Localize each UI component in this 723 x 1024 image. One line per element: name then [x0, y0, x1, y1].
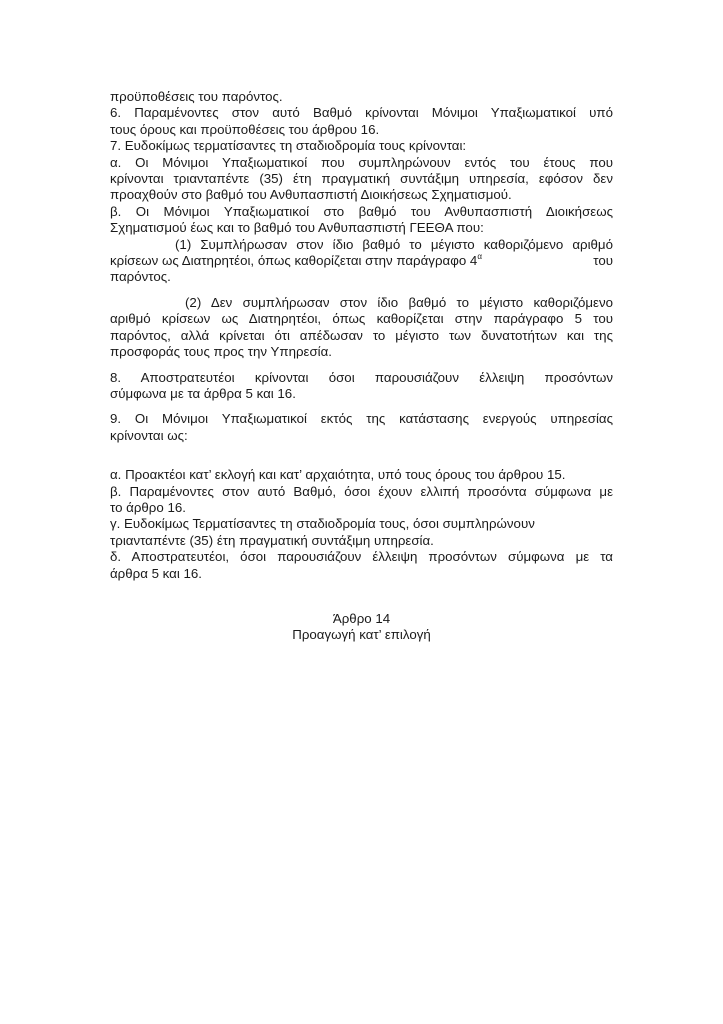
paragraph-9-line-2: κρίνονται ως: [110, 427, 188, 443]
article-title: Προαγωγή κατ’ επιλογή [292, 627, 431, 643]
subparagraph-7b-1-line-2 [110, 253, 613, 269]
paragraph-9c-line-1: γ. Ευδοκίμως Τερματίσαντες τη σταδιοδρομία τους, όσοι συμπληρώνουν [110, 516, 535, 532]
paragraph-7-heading: 7. Ευδοκίμως τερματίσαντες τη σταδιοδρομία τους κρίνονται: [110, 138, 467, 154]
subparagraph-7b-1-line-2-end: του [593, 253, 613, 269]
subparagraph-7b-2-line-3: παρόντος, αλλά κρίνεται ότι απέδωσαν το μέγιστο των δυνατοτήτων και της [110, 327, 613, 343]
paragraph-9c-line-2: τριανταπέντε (35) έτη πραγματική συντάξιμη υπηρεσία. [110, 532, 434, 548]
paragraph-9-line-1: 9. Οι Μόνιμοι Υπαξιωματικοί εκτός της κατάστασης ενεργούς υπηρεσίας [110, 411, 613, 427]
paragraph-9d-line-1: δ. Αποστρατευτέοι, όσοι παρουσιάζουν έλλειψη προσόντων σύμφωνα με τα [110, 549, 613, 565]
subparagraph-7b-2-line-1: (2) Δεν συμπλήρωσαν στον ίδιο βαθμό το μέγιστο καθοριζόμενο [185, 294, 613, 310]
subparagraph-7b-1-line-2-text: κρίσεων ως Διατηρητέοι, όπως καθορίζεται στην παράγραφο 4 [110, 253, 478, 269]
paragraph-9a: α. Προακτέοι κατ’ εκλογή και κατ’ αρχαιότητα, υπό τους όρους του άρθρου 15. [110, 467, 566, 483]
paragraph-9d-line-2: άρθρα 5 και 16. [110, 565, 202, 581]
article-13-body [110, 89, 613, 582]
paragraph-7b-line-2: Σχηματισμού έως και το βαθμό του Ανθυπασπιστή ΓΕΕΘΑ που: [110, 220, 484, 236]
subparagraph-7b-1-line-3: παρόντος. [110, 269, 171, 285]
paragraph-7b-line-1: β. Οι Μόνιμοι Υπαξιωματικοί στο βαθμό του Ανθυπασπιστή Διοικήσεως [110, 203, 613, 219]
paragraph-8-line-2: σύμφωνα με τα άρθρα 5 και 16. [110, 385, 296, 401]
article-number: Άρθρο 14 [332, 611, 391, 626]
paragraph-6-line-1: 6. Παραμένοντες στον αυτό Βαθμό κρίνονται Μόνιμοι Υπαξιωματικοί υπό [110, 105, 613, 121]
paragraph-7a-line-3: προαχθούν στο βαθμό του Ανθυπασπιστή Διοικήσεως Σχηματισμού. [110, 187, 512, 203]
paragraph-9b-line-1: β. Παραμένοντες στον αυτό Βαθμό, όσοι έχουν ελλιπή προσόντα σύμφωνα με [110, 483, 613, 499]
paragraph-5-tail: προϋποθέσεις του παρόντος. [110, 89, 283, 104]
paragraph-7a-line-1: α. Οι Μόνιμοι Υπαξιωματικοί που συμπληρώνουν εντός του έτους που [110, 154, 613, 170]
paragraph-7a-line-2: κρίνονται τριανταπέντε (35) έτη πραγματική συντάξιμη υπηρεσία, εφόσον δεν [110, 171, 613, 187]
article-14-header [110, 611, 613, 644]
paragraph-6-line-2: τους όρους και προϋποθέσεις του άρθρου 16. [110, 121, 380, 137]
subparagraph-7b-2-line-4: προσφοράς τους προς την Υπηρεσία. [110, 344, 333, 360]
paragraph-9b-line-2: το άρθρο 16. [110, 499, 186, 515]
paragraph-8-line-1: 8. Αποστρατευτέοι κρίνονται όσοι παρουσιάζουν έλλειψη προσόντων [110, 369, 613, 385]
superscript-alpha: α [477, 251, 482, 261]
subparagraph-7b-1-line-1: (1) Συμπλήρωσαν στον ίδιο βαθμό το μέγιστο καθοριζόμενο αριθμό [175, 236, 613, 252]
subparagraph-7b-2-line-2: αριθμό κρίσεων ως Διατηρητέοι, όπως καθορίζεται στην παράγραφο 5 του [110, 311, 613, 327]
